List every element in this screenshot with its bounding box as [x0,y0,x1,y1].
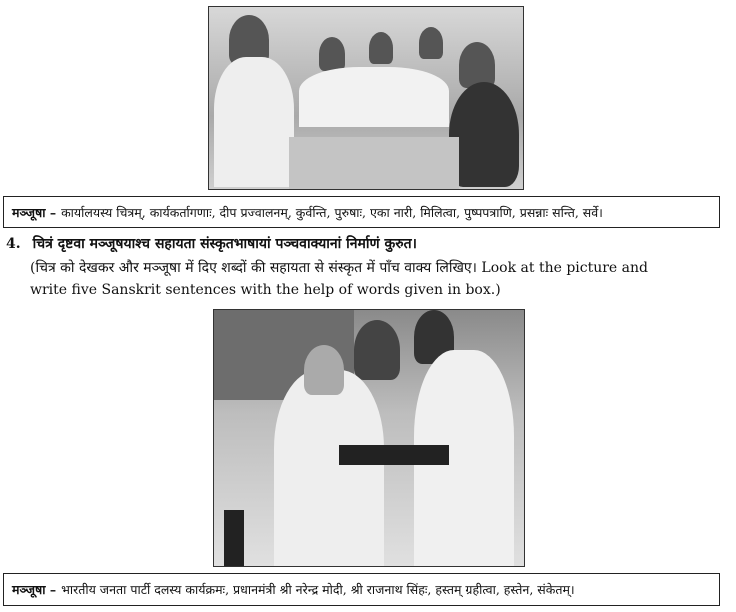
word-box-label: मञ्जूषा – [12,204,57,220]
question-text: चित्रं दृष्टवा मञ्जूषयाश्च सहायता संस्कृतभाषायां पञ्चवाक्यानां निर्माणं कुरुत। [32,236,417,252]
question-heading [6,234,417,253]
party-event-photo [213,309,525,567]
question-number: 4. [6,236,21,252]
word-box-words: कार्यालयस्य चित्रम्, कार्यकर्तागणाः, दीप प्रज्वालनम्, कुर्वन्ति, पुरुषाः, एका नारी, मिलित्वा, पुष्पपत्राणि, प्रसन्नाः सन्ति, सर्वे। [61,204,603,220]
instruction-line-2: write five Sanskrit sentences with the help of words given in box.) [30,282,501,298]
word-box-2 [3,573,720,606]
word-box-label: मञ्जूषा – [12,582,57,597]
office-lamp-lighting-photo [208,6,524,190]
instruction-line-1: (चित्र को देखकर और मञ्जूषा में दिए शब्दों की सहायता से संस्कृत में पाँच वाक्य लिखिए। Look at the picture and [30,260,648,276]
word-box-words: भारतीय जनता पार्टी दलस्य कार्यक्रमः, प्रधानमंत्री श्री नरेन्द्र मोदी, श्री राजनाथ सिंहः, हस्तम् ग्रहीत्वा, हस्तेन, संकेतम्। [61,582,575,597]
word-box-1 [3,196,720,228]
